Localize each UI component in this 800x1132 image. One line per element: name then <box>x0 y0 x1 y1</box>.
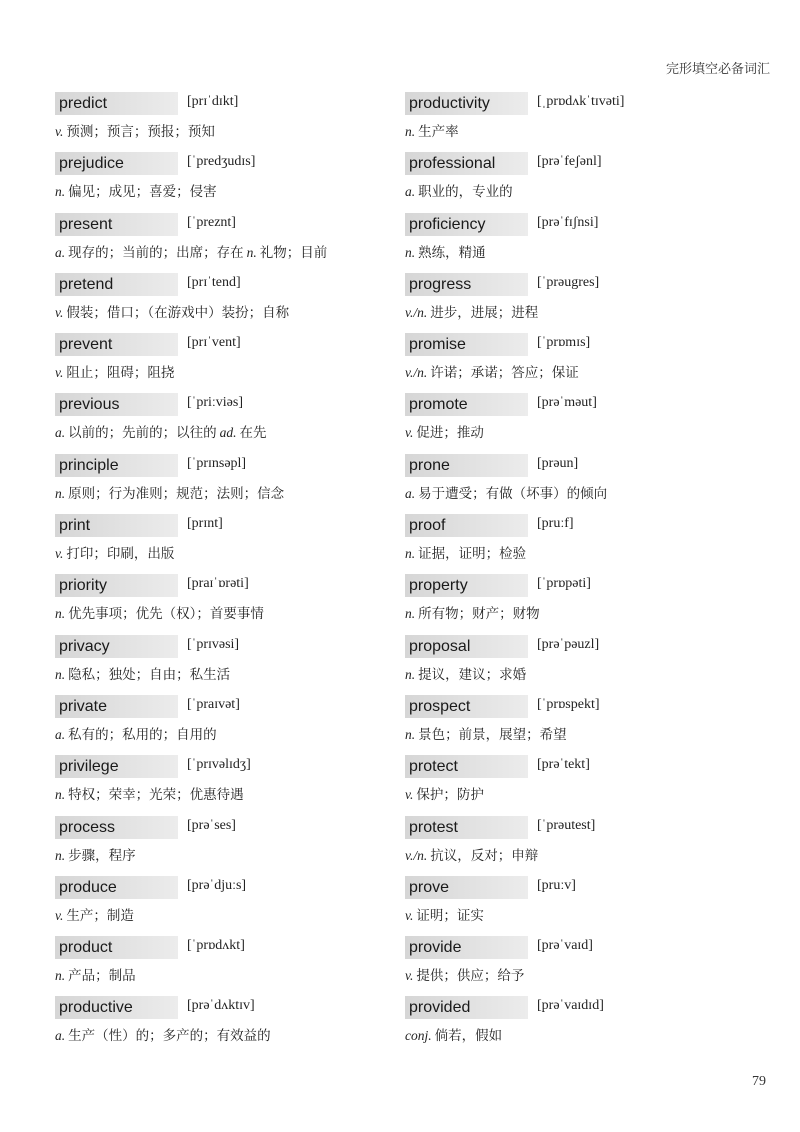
meaning: 假装；借口；（在游戏中）装扮；自称 <box>66 304 290 321</box>
phonetic: [prəˈdʌktɪv] <box>187 998 255 1014</box>
definition <box>405 783 484 803</box>
phonetic: [ˈpredʒudɪs] <box>187 154 256 170</box>
phonetic: [ˈprɒmɪs] <box>537 335 591 351</box>
definition <box>55 783 244 803</box>
phonetic: [ˈprəutest] <box>537 817 596 833</box>
phonetic: [prəˈpəuzl] <box>537 636 600 652</box>
vocab-entry <box>405 92 755 152</box>
phonetic: [prəˈfeʃənl] <box>537 154 602 170</box>
part-of-speech: v. <box>55 365 64 381</box>
headword: prevent <box>55 333 178 356</box>
meaning: 原则；行为准则；规范；法则；信念 <box>68 485 285 502</box>
part-of-speech: a. <box>55 244 66 260</box>
phonetic: [ˈpriːviəs] <box>187 395 243 411</box>
definition <box>55 361 174 381</box>
definition-segment <box>217 425 267 441</box>
definition <box>55 542 174 562</box>
part-of-speech: a. <box>405 485 416 501</box>
vocab-entry <box>55 936 405 996</box>
definition-segment <box>405 425 484 441</box>
part-of-speech: n. <box>55 847 66 863</box>
meaning: 进步，进展；进程 <box>430 304 539 321</box>
phonetic: [ˈprəugres] <box>537 274 600 290</box>
meaning: 私有的；私用的；自用的 <box>68 726 217 743</box>
phonetic: [prəˈtekt] <box>537 757 590 773</box>
vocab-entry <box>405 755 755 815</box>
vocab-entry <box>405 574 755 634</box>
definition <box>55 602 264 622</box>
definition <box>55 964 136 984</box>
definition-segment <box>55 787 244 803</box>
part-of-speech: a. <box>55 726 66 742</box>
definition <box>405 542 526 562</box>
definition <box>55 241 327 261</box>
definition <box>405 904 484 924</box>
definition-segment <box>405 124 459 140</box>
meaning: 现存的；当前的；出席；存在 <box>68 244 244 261</box>
part-of-speech: v. <box>405 425 414 441</box>
vocab-entry <box>405 333 755 393</box>
meaning: 景色；前景，展望；希望 <box>418 726 567 743</box>
part-of-speech: a. <box>405 184 416 200</box>
vocab-entry <box>55 333 405 393</box>
vocab-entry <box>55 213 405 273</box>
part-of-speech: n. <box>55 184 66 200</box>
headword: principle <box>55 454 178 477</box>
definition <box>405 844 538 864</box>
headword: protest <box>405 816 528 839</box>
headword: proposal <box>405 635 528 658</box>
vocab-entry <box>405 876 755 936</box>
meaning: 礼物；目前 <box>259 244 328 261</box>
part-of-speech: n. <box>405 666 416 682</box>
phonetic: [pruːf] <box>537 516 574 532</box>
definition <box>55 904 134 924</box>
part-of-speech: v. <box>55 907 64 923</box>
phonetic: [ˌprɒdʌkˈtɪvəti] <box>537 94 625 109</box>
definition <box>405 301 538 321</box>
headword: pretend <box>55 273 178 296</box>
meaning: 优先事项；优先（权）；首要事情 <box>68 606 264 623</box>
part-of-speech: v./n. <box>405 847 428 863</box>
headword: productive <box>55 996 178 1019</box>
vocab-entry <box>55 574 405 634</box>
vocab-entry <box>405 514 755 574</box>
meaning: 倘若，假如 <box>434 1028 503 1045</box>
part-of-speech: n. <box>405 726 416 742</box>
definition-segment <box>405 606 540 622</box>
vocab-entry <box>405 273 755 333</box>
definition <box>55 482 284 502</box>
part-of-speech: n. <box>55 666 66 682</box>
definition-segment <box>405 848 538 864</box>
definition-segment <box>55 1028 271 1044</box>
vocab-entry <box>55 514 405 574</box>
phonetic: [prɪˈtend] <box>187 274 241 290</box>
definition <box>405 723 567 743</box>
definition-segment <box>55 606 264 622</box>
vocab-entry <box>405 695 755 755</box>
headword: progress <box>405 273 528 296</box>
definition-segment <box>55 908 134 924</box>
headword: productivity <box>405 92 528 115</box>
vocab-entry <box>55 755 405 815</box>
running-header: 完形填空必备词汇 <box>665 62 770 77</box>
definition-segment <box>244 245 328 261</box>
part-of-speech: v. <box>55 124 64 139</box>
phonetic: [ˈpreznt] <box>187 214 236 230</box>
definition <box>405 421 484 441</box>
phonetic: [prɪˈvent] <box>187 335 241 351</box>
headword: private <box>55 695 178 718</box>
meaning: 特权；荣幸；光荣；优惠待遇 <box>68 787 244 804</box>
phonetic: [pruːv] <box>537 877 576 893</box>
right-column <box>405 92 755 1057</box>
vocab-entry <box>55 393 405 453</box>
definition-segment <box>55 305 289 321</box>
meaning: 生产；制造 <box>66 907 134 924</box>
part-of-speech: n. <box>405 124 416 139</box>
vocab-entry <box>405 816 755 876</box>
vocab-entry <box>405 213 755 273</box>
vocab-entry <box>55 816 405 876</box>
part-of-speech: ad. <box>219 425 237 441</box>
headword: prove <box>405 876 528 899</box>
phonetic: [prəˈvaɪdɪd] <box>537 998 604 1014</box>
vocab-entry <box>55 152 405 212</box>
part-of-speech: v. <box>405 968 414 984</box>
vocab-entry <box>405 996 755 1056</box>
vocab-entry <box>55 876 405 936</box>
left-column <box>55 92 405 1057</box>
meaning: 所有物；财产；财物 <box>418 606 540 623</box>
headword: priority <box>55 574 178 597</box>
part-of-speech: v./n. <box>405 304 428 320</box>
meaning: 生产（性）的；多产的；有效益的 <box>68 1028 271 1045</box>
meaning: 提供；供应；给予 <box>416 968 525 985</box>
headword: privilege <box>55 755 178 778</box>
page-number: 79 <box>752 1074 766 1089</box>
meaning: 促进；推动 <box>416 425 484 442</box>
meaning: 熟练，精通 <box>418 244 486 261</box>
meaning: 偏见；成见；喜爱；侵害 <box>68 184 217 201</box>
headword: produce <box>55 876 178 899</box>
definition-segment <box>55 848 136 864</box>
part-of-speech: n. <box>246 244 257 260</box>
headword: promote <box>405 393 528 416</box>
part-of-speech: v. <box>55 546 64 562</box>
headword: promise <box>405 333 528 356</box>
part-of-speech: a. <box>55 425 66 441</box>
phonetic: [ˈprɒpəti] <box>537 576 591 592</box>
meaning: 隐私；独处；自由；私生活 <box>68 666 231 683</box>
definition-segment <box>55 486 284 502</box>
meaning: 抗议，反对；申辩 <box>430 847 539 864</box>
definition <box>405 241 486 261</box>
definition-segment <box>405 727 567 743</box>
part-of-speech: n. <box>55 485 66 501</box>
definition-segment <box>405 305 538 321</box>
phonetic: [prɪnt] <box>187 516 223 532</box>
meaning: 许诺；承诺；答应；保证 <box>430 365 579 382</box>
vocab-entry <box>405 635 755 695</box>
vocab-entry <box>55 695 405 755</box>
definition <box>55 663 230 683</box>
meaning: 打印；印刷，出版 <box>66 546 175 563</box>
phonetic: [prəˈfɪʃnsi] <box>537 214 599 230</box>
definition-segment <box>55 546 174 562</box>
meaning: 预测；预言；预报；预知 <box>66 124 215 140</box>
definition-segment <box>55 365 174 381</box>
definition-segment <box>405 667 526 683</box>
definition <box>55 723 217 743</box>
meaning: 提议，建议；求婚 <box>418 666 527 683</box>
vocab-entry <box>55 454 405 514</box>
definition <box>55 301 289 321</box>
part-of-speech: n. <box>405 244 416 260</box>
definition-segment <box>405 184 513 200</box>
part-of-speech: v. <box>55 304 64 320</box>
phonetic: [ˈprɪnsəpl] <box>187 455 247 471</box>
phonetic: [prəˈses] <box>187 817 236 833</box>
part-of-speech: v./n. <box>405 365 428 381</box>
definition-segment <box>55 667 230 683</box>
definition <box>405 1024 502 1044</box>
definition-segment <box>405 1028 502 1044</box>
meaning: 易于遭受；有做（坏事）的倾向 <box>418 485 608 502</box>
part-of-speech: n. <box>405 606 416 622</box>
meaning: 职业的，专业的 <box>418 184 513 201</box>
headword: professional <box>405 152 528 175</box>
definition <box>55 421 267 441</box>
definition-segment <box>55 184 217 200</box>
definition <box>55 1024 271 1044</box>
phonetic: [prəˈvaɪd] <box>537 938 593 954</box>
headword: protect <box>405 755 528 778</box>
meaning: 以前的；先前的；以往的 <box>68 425 217 442</box>
headword: process <box>55 816 178 839</box>
headword: privacy <box>55 635 178 658</box>
headword: prone <box>405 454 528 477</box>
definition <box>405 602 540 622</box>
phonetic: [prəˈməut] <box>537 395 597 411</box>
meaning: 步骤，程序 <box>68 847 136 864</box>
definition-segment <box>405 968 524 984</box>
vocab-entry <box>405 936 755 996</box>
definition <box>55 844 136 864</box>
headword: prospect <box>405 695 528 718</box>
headword: provide <box>405 936 528 959</box>
definition-segment <box>405 365 579 381</box>
definition-segment <box>55 245 244 261</box>
meaning: 证明；证实 <box>416 907 484 924</box>
phonetic: [praɪˈɒrəti] <box>187 576 249 592</box>
headword: prejudice <box>55 152 178 175</box>
phonetic: [prəˈdjuːs] <box>187 877 247 893</box>
headword: predict <box>55 92 178 115</box>
vocab-entry <box>405 393 755 453</box>
vocab-entry <box>55 273 405 333</box>
definition-segment <box>55 727 217 743</box>
vocab-entry <box>55 996 405 1056</box>
meaning: 在先 <box>239 425 267 442</box>
phonetic: [ˈprɪvəsi] <box>187 636 240 652</box>
part-of-speech: n. <box>55 606 66 622</box>
definition-segment <box>405 245 486 261</box>
headword: previous <box>55 393 178 416</box>
headword: product <box>55 936 178 959</box>
part-of-speech: n. <box>405 546 416 562</box>
part-of-speech: n. <box>55 787 66 803</box>
phonetic: [ˈpraɪvət] <box>187 696 240 712</box>
phonetic: [prəun] <box>537 455 579 471</box>
definition-segment <box>55 425 217 441</box>
meaning: 阻止；阻碍；阻挠 <box>66 365 175 382</box>
headword: provided <box>405 996 528 1019</box>
definition <box>405 120 459 140</box>
part-of-speech: n. <box>55 968 66 984</box>
definition <box>55 180 217 200</box>
definition <box>405 482 607 502</box>
definition <box>55 120 215 140</box>
definition <box>405 663 526 683</box>
definition-segment <box>405 546 526 562</box>
part-of-speech: conj. <box>405 1028 432 1044</box>
part-of-speech: v. <box>405 787 414 803</box>
meaning: 保护；防护 <box>416 787 484 804</box>
definition-segment <box>55 124 215 140</box>
definition <box>405 964 524 984</box>
definition <box>405 361 579 381</box>
phonetic: [ˈprɪvəlɪdʒ] <box>187 757 251 773</box>
phonetic: [prɪˈdɪkt] <box>187 94 239 109</box>
vocab-entry <box>55 92 405 152</box>
vocab-entry <box>405 152 755 212</box>
definition-segment <box>405 787 484 803</box>
meaning: 产品；制品 <box>68 968 136 985</box>
headword: proficiency <box>405 213 528 236</box>
vocab-entry <box>55 635 405 695</box>
definition-segment <box>405 486 607 502</box>
headword: property <box>405 574 528 597</box>
meaning: 证据，证明；检验 <box>418 546 527 563</box>
meaning: 生产率 <box>418 124 459 140</box>
headword: present <box>55 213 178 236</box>
headword: print <box>55 514 178 537</box>
vocab-entry <box>405 454 755 514</box>
headword: proof <box>405 514 528 537</box>
part-of-speech: a. <box>55 1028 66 1044</box>
part-of-speech: v. <box>405 907 414 923</box>
phonetic: [ˈprɒspekt] <box>537 696 600 712</box>
definition <box>405 180 513 200</box>
definition-segment <box>55 968 136 984</box>
phonetic: [ˈprɒdʌkt] <box>187 938 245 954</box>
definition-segment <box>405 908 484 924</box>
